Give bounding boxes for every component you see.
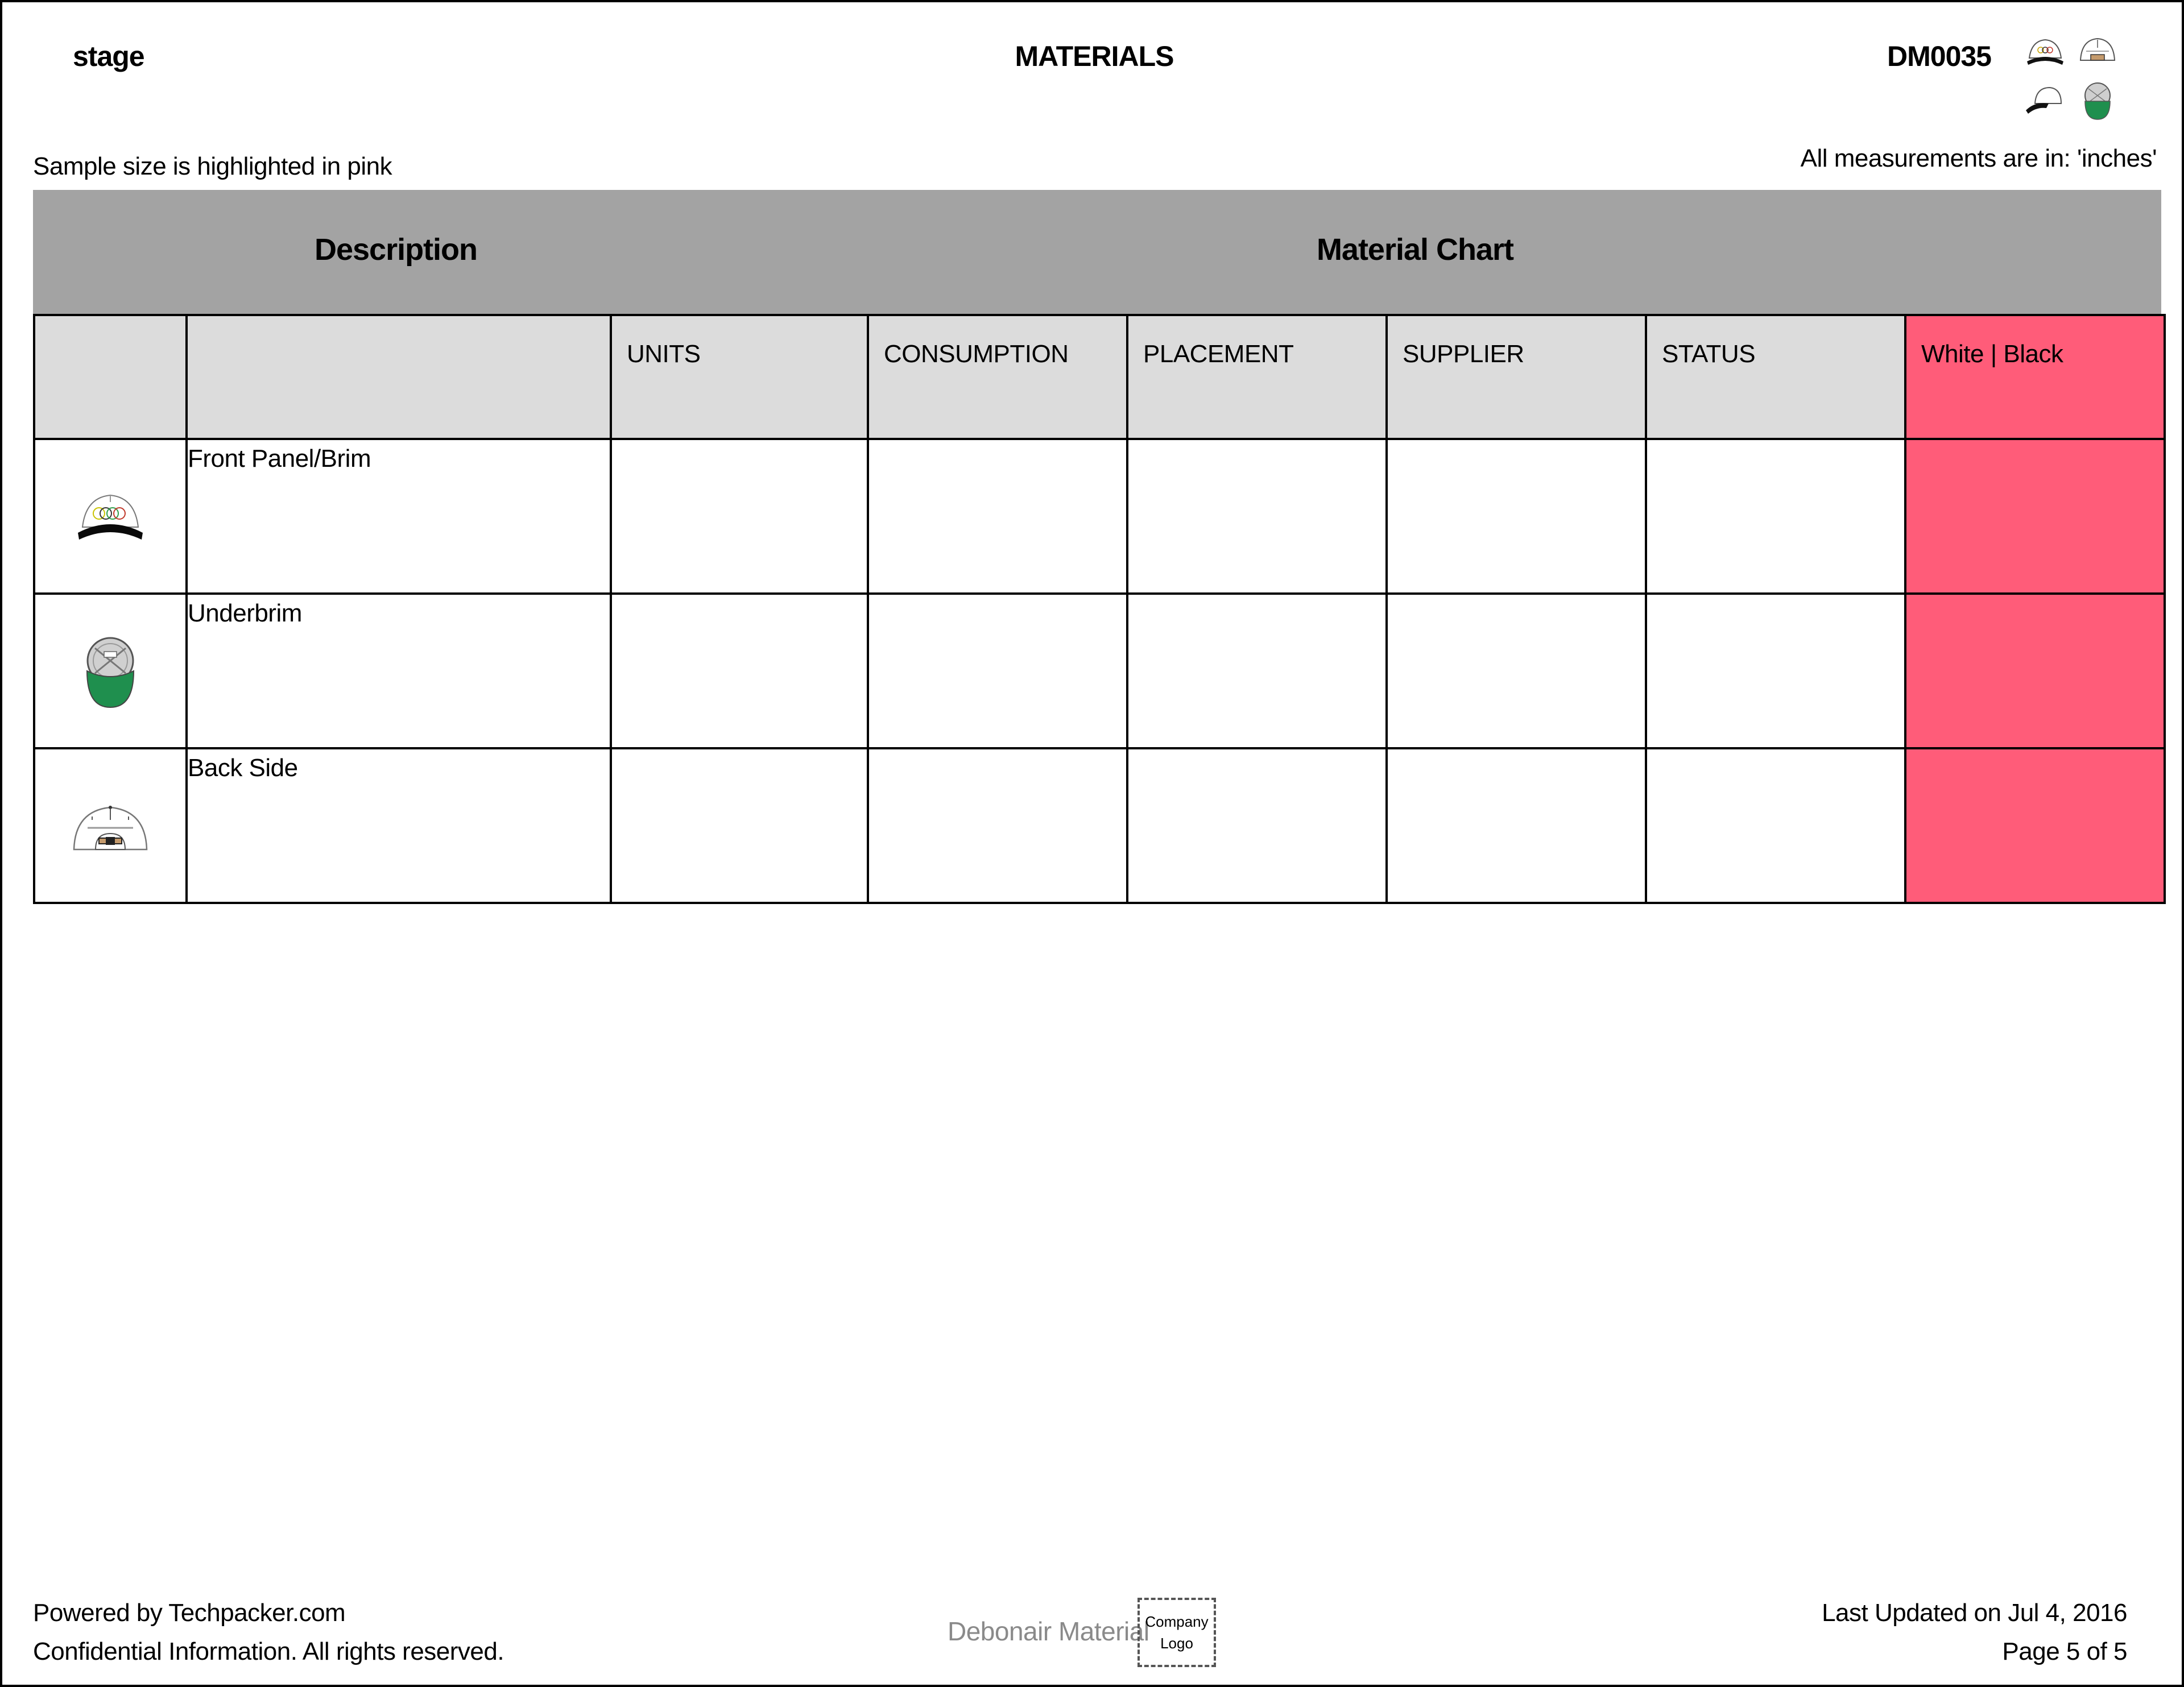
- column-header-status: STATUS: [1646, 315, 1905, 439]
- table-row: [34, 594, 2165, 748]
- brand-name: Debonair Material: [948, 1616, 1149, 1646]
- header-image-cell: [34, 315, 187, 439]
- row-placement: [1127, 439, 1387, 594]
- powered-by-link[interactable]: Powered by Techpacker.com: [33, 1599, 346, 1627]
- sample-size-note: Sample size is highlighted in pink: [33, 152, 392, 180]
- row-status: [1646, 439, 1905, 594]
- row-placement: [1127, 594, 1387, 748]
- cap-front-icon[interactable]: [73, 485, 147, 548]
- row-supplier: [1387, 748, 1646, 903]
- column-header-units: UNITS: [611, 315, 868, 439]
- row-image-cell: [34, 439, 187, 594]
- column-header-row: [34, 315, 2165, 439]
- column-header-supplier: SUPPLIER: [1387, 315, 1646, 439]
- row-description: Back Side: [187, 748, 611, 903]
- table-row: [34, 748, 2165, 903]
- column-header-placement: PLACEMENT: [1127, 315, 1387, 439]
- style-thumbnails: [2024, 33, 2126, 124]
- row-units: [611, 748, 868, 903]
- table-row: [34, 439, 2165, 594]
- stage-label: stage: [73, 40, 144, 72]
- column-header-consumption: CONSUMPTION: [868, 315, 1127, 439]
- measurement-unit-note: All measurements are in: 'inches': [1800, 144, 2157, 172]
- cap-back-icon[interactable]: [71, 797, 150, 854]
- row-units: [611, 594, 868, 748]
- cap-underbrim-icon[interactable]: [2076, 81, 2119, 122]
- materials-table: [33, 314, 2166, 904]
- last-updated: Last Updated on Jul 4, 2016: [1822, 1599, 2127, 1627]
- row-consumption: [868, 594, 1127, 748]
- column-header-sample-size: White | Black: [1905, 315, 2165, 439]
- cap-front-icon[interactable]: [2024, 33, 2067, 74]
- confidential-notice: Confidential Information. All rights reserved.: [33, 1638, 504, 1665]
- cap-side-icon[interactable]: [2024, 81, 2067, 122]
- row-sample-size: [1905, 748, 2165, 903]
- cap-back-icon[interactable]: [2076, 33, 2119, 74]
- row-image-cell: [34, 748, 187, 903]
- row-consumption: [868, 439, 1127, 594]
- material-chart-group-header: Material Chart: [1316, 233, 1514, 267]
- style-code: DM0035: [1887, 40, 1991, 72]
- row-image-cell: [34, 594, 187, 748]
- row-placement: [1127, 748, 1387, 903]
- table-group-header: [33, 190, 2161, 314]
- page-number: Page 5 of 5: [2002, 1638, 2127, 1665]
- row-sample-size: [1905, 439, 2165, 594]
- logo-line-1: Company: [1145, 1613, 1209, 1630]
- row-supplier: [1387, 594, 1646, 748]
- row-status: [1646, 748, 1905, 903]
- row-consumption: [868, 748, 1127, 903]
- row-units: [611, 439, 868, 594]
- page-title: MATERIALS: [1015, 40, 1174, 72]
- row-description: Front Panel/Brim: [187, 439, 611, 594]
- row-status: [1646, 594, 1905, 748]
- header-description-cell: [187, 315, 611, 439]
- row-description: Underbrim: [187, 594, 611, 748]
- row-supplier: [1387, 439, 1646, 594]
- row-sample-size: [1905, 594, 2165, 748]
- logo-line-2: Logo: [1160, 1635, 1193, 1652]
- cap-underbrim-icon[interactable]: [79, 631, 142, 711]
- company-logo-placeholder: [1138, 1598, 1216, 1667]
- description-group-header: Description: [314, 233, 478, 267]
